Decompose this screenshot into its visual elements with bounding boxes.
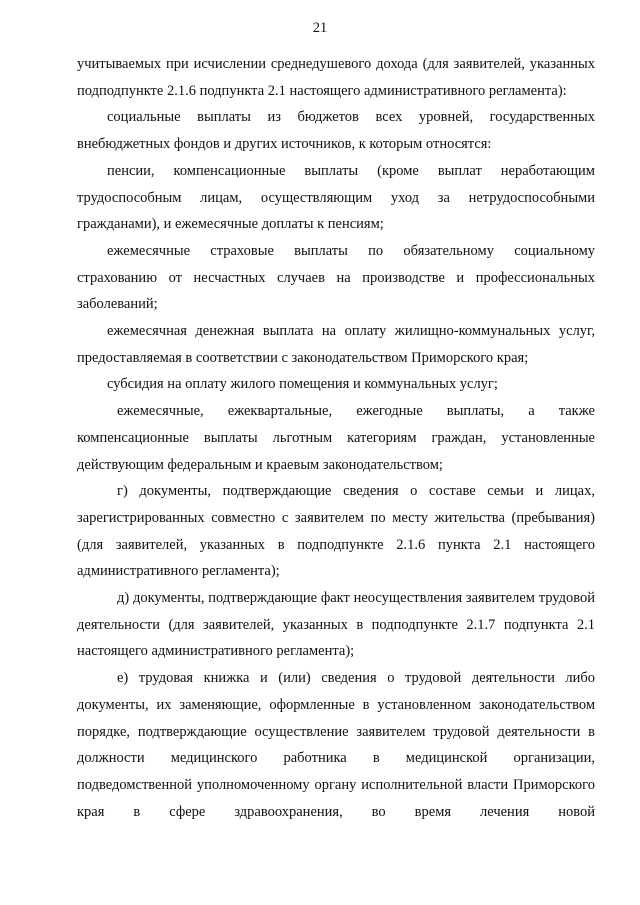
page-number: 21 — [312, 20, 328, 36]
paragraph-continuation: учитываемых при исчислении среднедушевого дохода (для заявителей, указанных подподпункте 2.1.6 подпункта 2.1 настоящего административного регламента): — [77, 56, 595, 99]
paragraph-periodic-payments: ежемесячные, ежеквартальные, ежегодные выплаты, а также компенсационные выплаты льготным категориям граждан, установленные действующим федеральным и краевым законодательством; — [77, 403, 595, 473]
paragraph-item-e: е) трудовая книжка и (или) сведения о трудовой деятельности либо документы, их заменяющие, оформленные в установленном законодательством порядке, подтверждающие осуществление заявителем трудовой деятельности в должности медицинского работника в медицинской организации, подведомственной уполномоченному органу исполнительной власти Приморского края в сфере здравоохранения, во время лечения новой — [77, 670, 595, 820]
paragraph-item-g: г) документы, подтверждающие сведения о составе семьи и лицах, зарегистрированных совместно с заявителем по месту жительства (пребывания) (для заявителей, указанных в подподпункте 2.1.6 пункта 2.1 настоящего административного регламента); — [77, 483, 595, 580]
paragraph-housing-payment: ежемесячная денежная выплата на оплату жилищно-коммунальных услуг, предоставляемая в соответствии с законодательством Приморского края; — [77, 323, 595, 366]
paragraph-social-payments: социальные выплаты из бюджетов всех уровней, государственных внебюджетных фондов и других источников, к которым относятся: — [77, 109, 595, 153]
paragraph-insurance-payments: ежемесячные страховые выплаты по обязательному социальному страхованию от несчастных случаев на производстве и профессиональных заболеваний; — [77, 242, 595, 313]
paragraph-pensions: пенсии, компенсационные выплаты (кроме выплат неработающим трудоспособным лицам, осуществляющим уход за нетрудоспособными гражданами), и ежемесячные доплаты к пенсиям; — [77, 162, 595, 233]
paragraph-housing-subsidy: субсидия на оплату жилого помещения и коммунальных услуг; — [107, 376, 498, 393]
paragraph-item-d: д) документы, подтверждающие факт неосуществления заявителем трудовой деятельности (для заявителей, указанных в подподпункте 2.1.7 подпункта 2.1 настоящего административного регламента); — [77, 590, 595, 660]
document-body — [77, 51, 595, 825]
